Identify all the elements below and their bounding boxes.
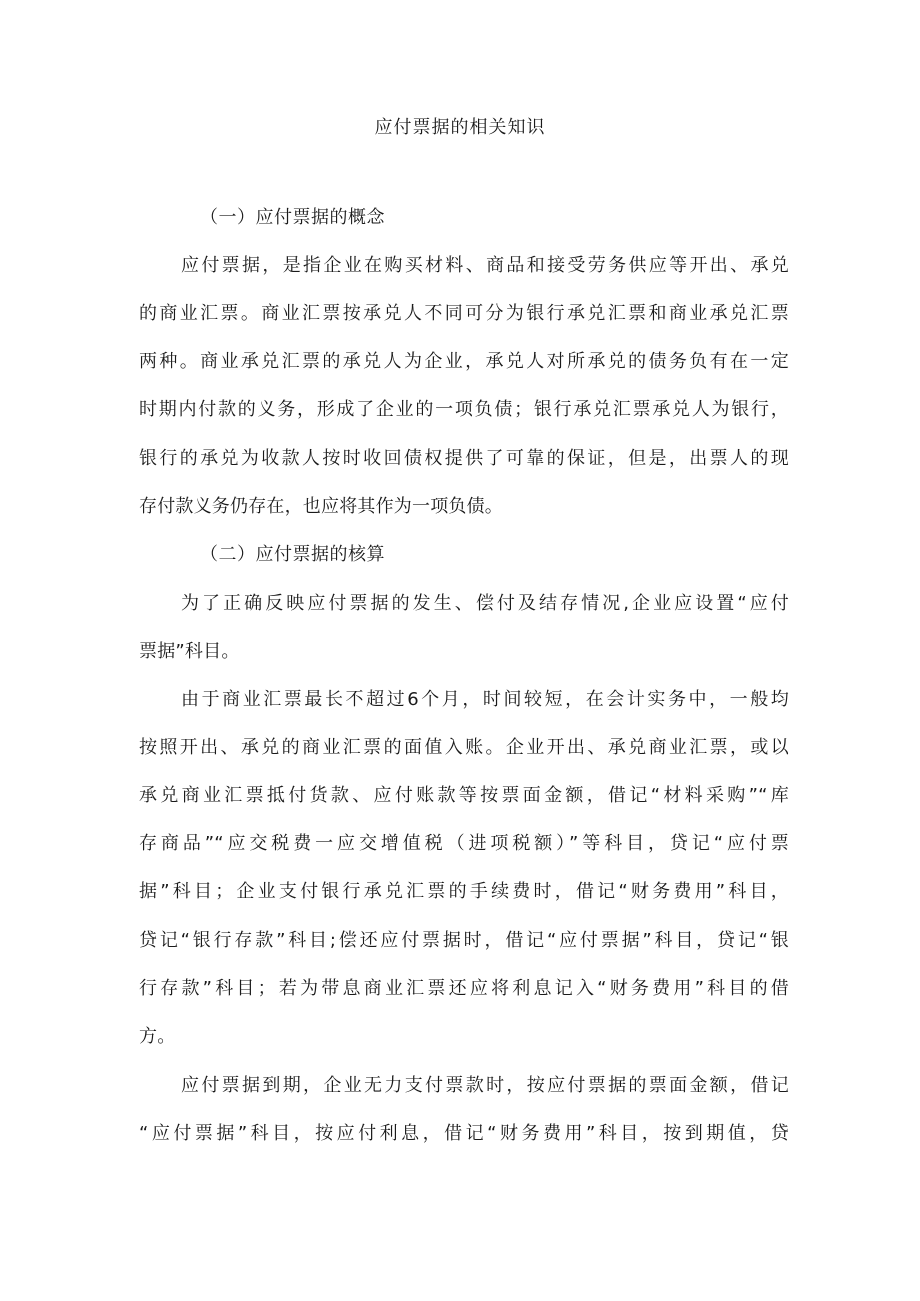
paragraph-line: 两种。商业承兑汇票的承兑人为企业，承兑人对所承兑的债务负有在一定 — [139, 351, 789, 372]
paragraph-line: 据”科目；企业支付银行承兑汇票的手续费时，借记“财务费用”科目， — [139, 881, 789, 902]
paragraph-line: 银行的承兑为收款人按时收回债权提供了可靠的保证，但是，出票人的现 — [139, 448, 789, 469]
document-title: 应付票据的相关知识 — [374, 117, 546, 138]
paragraph-line: 存付款义务仍存在，也应将其作为一项负债。 — [139, 496, 503, 517]
paragraph-line: 行存款”科目；若为带息商业汇票还应将利息记入“财务费用”科目的借 — [139, 978, 789, 999]
paragraph-line: 为了正确反映应付票据的发生、偿付及结存情况,企业应设置“应付 — [181, 593, 789, 614]
paragraph-line: 票据”科目。 — [139, 641, 240, 662]
paragraph-line: 贷记“银行存款”科目;偿还应付票据时，借记“应付票据”科目，贷记“银 — [139, 930, 789, 951]
paragraph-line: 存商品”“应交税费一应交增值税（进项税额）”等科目，贷记“应付票 — [139, 833, 789, 854]
paragraph-line: 时期内付款的义务，形成了企业的一项负债；银行承兑汇票承兑人为银行， — [139, 399, 789, 420]
section-heading-1: （一）应付票据的概念 — [200, 207, 385, 228]
paragraph-line: 按照开出、承兑的商业汇票的面值入账。企业开出、承兑商业汇票，或以 — [139, 737, 789, 758]
paragraph-line: “应付票据”科目，按应付利息，借记“财务费用”科目，按到期值，贷 — [139, 1123, 789, 1144]
paragraph-line: 的商业汇票。商业汇票按承兑人不同可分为银行承兑汇票和商业承兑汇票 — [139, 303, 789, 324]
paragraph-line: 承兑商业汇票抵付货款、应付账款等按票面金额，借记“材料采购”“库 — [139, 785, 789, 806]
paragraph-line: 应付票据到期，企业无力支付票款时，按应付票据的票面金额，借记 — [181, 1075, 789, 1096]
paragraph-line: 应付票据，是指企业在购买材料、商品和接受劳务供应等开出、承兑 — [181, 255, 789, 276]
paragraph-line: 由于商业汇票最长不超过6个月，时间较短，在会计实务中，一般均 — [181, 689, 789, 710]
section-heading-2: （二）应付票据的核算 — [200, 544, 385, 565]
paragraph-line: 方。 — [139, 1026, 176, 1047]
